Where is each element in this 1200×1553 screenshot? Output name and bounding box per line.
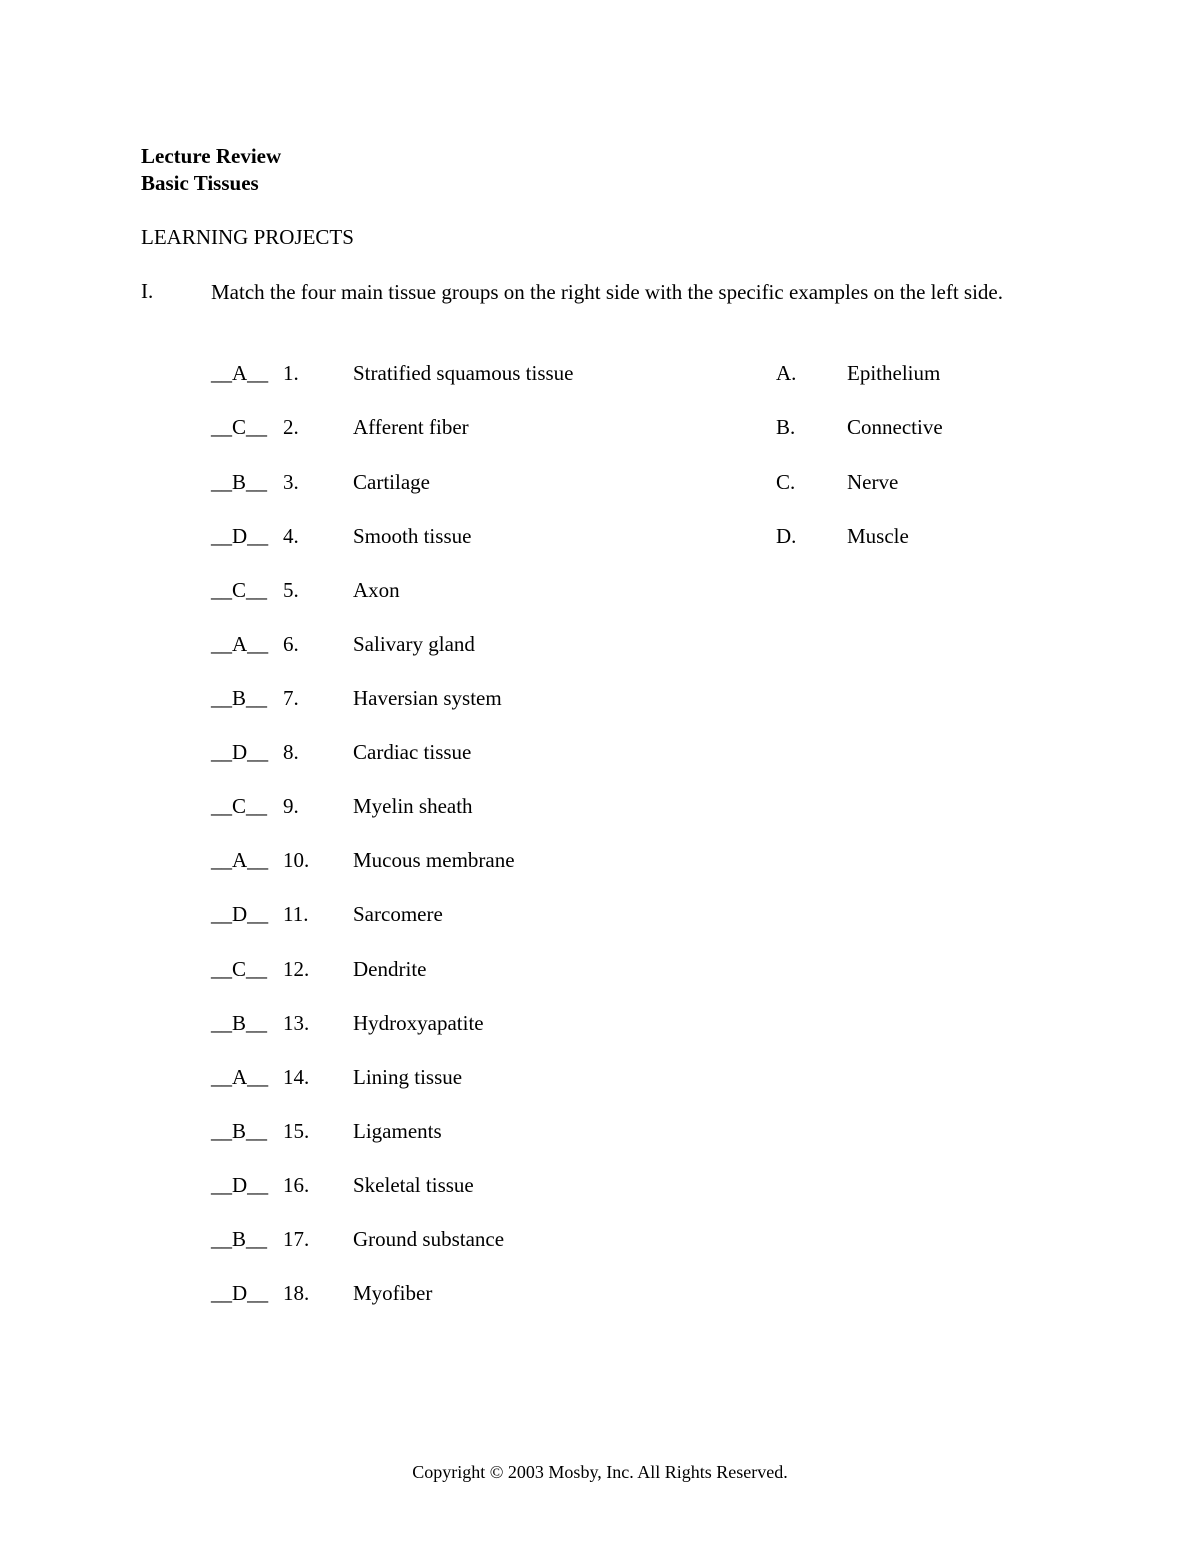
copyright-footer: Copyright © 2003 Mosby, Inc. All Rights Reserved. — [412, 1462, 788, 1482]
item-term: Hydroxyapatite — [353, 1011, 484, 1035]
item-term: Lining tissue — [353, 1065, 463, 1089]
item-number: 1. — [283, 361, 299, 385]
matching-row — [0, 955, 1200, 983]
option-letter: D. — [776, 524, 797, 548]
item-number: 3. — [283, 470, 299, 494]
question-number: I. — [141, 279, 154, 303]
option-name: Nerve — [847, 470, 899, 494]
answer-blank: __D__ — [211, 1281, 269, 1305]
item-number: 14. — [283, 1065, 310, 1089]
answer-blank: __B__ — [211, 686, 268, 710]
item-number: 16. — [283, 1173, 310, 1197]
item-number: 11. — [283, 902, 309, 926]
item-term: Afferent fiber — [353, 415, 469, 439]
matching-row — [0, 846, 1200, 874]
answer-blank: __D__ — [211, 902, 269, 926]
answer-blank: __D__ — [211, 1173, 269, 1197]
answer-blank: __B__ — [211, 1119, 268, 1143]
matching-row — [0, 1279, 1200, 1307]
item-term: Skeletal tissue — [353, 1173, 474, 1197]
option-name: Epithelium — [847, 361, 941, 385]
item-term: Sarcomere — [353, 902, 443, 926]
item-term: Ligaments — [353, 1119, 442, 1143]
item-term: Mucous membrane — [353, 848, 515, 872]
matching-row — [0, 1009, 1200, 1037]
item-term: Myelin sheath — [353, 794, 473, 818]
matching-row — [0, 522, 1200, 550]
item-term: Ground substance — [353, 1227, 505, 1251]
item-number: 4. — [283, 524, 299, 548]
answer-blank: __A__ — [211, 848, 269, 872]
item-number: 2. — [283, 415, 299, 439]
item-term: Salivary gland — [353, 632, 475, 656]
answer-blank: __C__ — [211, 578, 268, 602]
item-term: Cardiac tissue — [353, 740, 472, 764]
item-number: 10. — [283, 848, 310, 872]
item-term: Stratified squamous tissue — [353, 361, 574, 385]
answer-blank: __D__ — [211, 740, 269, 764]
answer-blank: __C__ — [211, 415, 268, 439]
matching-row — [0, 900, 1200, 928]
item-number: 6. — [283, 632, 299, 656]
item-number: 12. — [283, 957, 310, 981]
item-number: 9. — [283, 794, 299, 818]
answer-blank: __C__ — [211, 794, 268, 818]
answer-blank: __D__ — [211, 524, 269, 548]
matching-row — [0, 1117, 1200, 1145]
item-term: Myofiber — [353, 1281, 433, 1305]
document-title: Lecture Review — [141, 144, 282, 168]
matching-row — [0, 576, 1200, 604]
document-subtitle: Basic Tissues — [141, 171, 259, 195]
answer-blank: __B__ — [211, 1227, 268, 1251]
matching-row — [0, 792, 1200, 820]
matching-row — [0, 1063, 1200, 1091]
matching-row — [0, 1171, 1200, 1199]
matching-row — [0, 468, 1200, 496]
option-name: Muscle — [847, 524, 909, 548]
item-number: 18. — [283, 1281, 310, 1305]
item-number: 7. — [283, 686, 299, 710]
item-term: Smooth tissue — [353, 524, 472, 548]
item-term: Haversian system — [353, 686, 502, 710]
option-letter: C. — [776, 470, 796, 494]
matching-row — [0, 413, 1200, 441]
answer-blank: __A__ — [211, 361, 269, 385]
answer-blank: __B__ — [211, 1011, 268, 1035]
option-letter: A. — [776, 361, 797, 385]
question-text: Match the four main tissue groups on the right side with the specific examples on the left side. — [211, 280, 1003, 304]
item-number: 15. — [283, 1119, 310, 1143]
matching-row — [0, 630, 1200, 658]
answer-blank: __B__ — [211, 470, 268, 494]
item-term: Cartilage — [353, 470, 430, 494]
item-number: 17. — [283, 1227, 310, 1251]
item-number: 13. — [283, 1011, 310, 1035]
matching-row — [0, 359, 1200, 387]
matching-row — [0, 1225, 1200, 1253]
option-letter: B. — [776, 415, 796, 439]
answer-blank: __A__ — [211, 1065, 269, 1089]
item-term: Dendrite — [353, 957, 427, 981]
matching-row — [0, 684, 1200, 712]
matching-row — [0, 738, 1200, 766]
answer-blank: __C__ — [211, 957, 268, 981]
option-name: Connective — [847, 415, 943, 439]
answer-blank: __A__ — [211, 632, 269, 656]
section-heading: LEARNING PROJECTS — [141, 225, 354, 249]
item-number: 5. — [283, 578, 299, 602]
item-term: Axon — [353, 578, 400, 602]
item-number: 8. — [283, 740, 299, 764]
